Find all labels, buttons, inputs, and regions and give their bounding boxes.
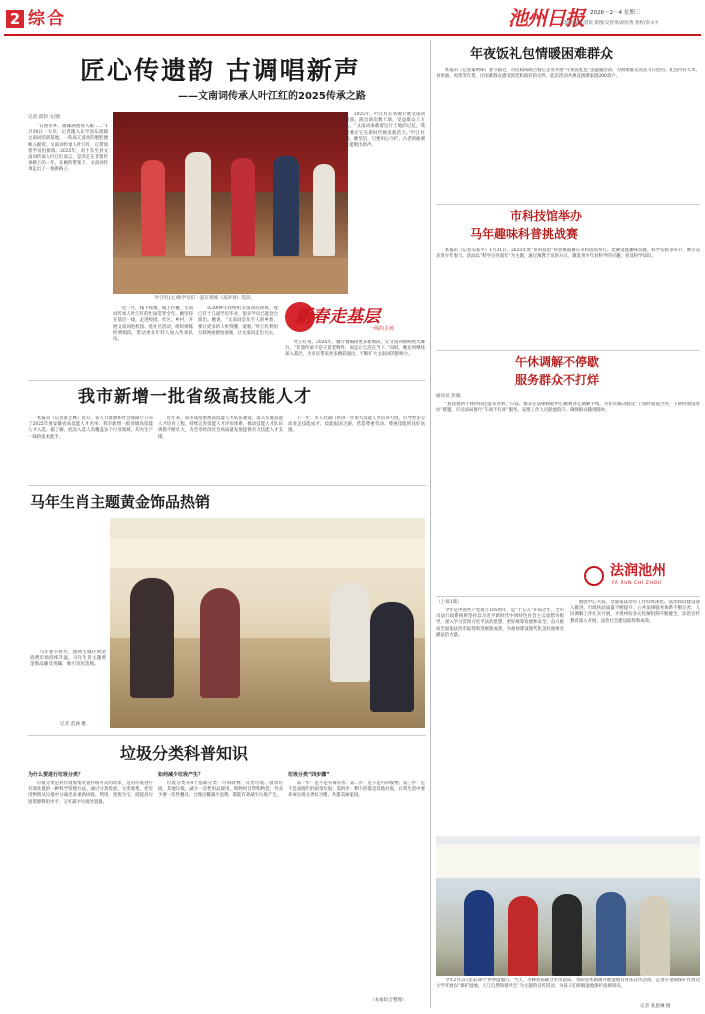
wetland-board	[436, 844, 700, 878]
feature-col2-text: 这一年，线下授课，线上传播，文南词传承人叶江红的忙碌贯穿全年。她坚持在基层一线，走进校园、社区、乡村，开展文南词进校园、进社区活动，组织排练经典唱段，带动更多年轻人加入传承队伍。	[113, 306, 193, 343]
salary-body-text: “真没想到午休时间还能来办事。”日前，群众在法律援助中心顺利办完调解手续。为切实解决群众“上班时间没空办，下班时间没处办”难题，市司法局推行“午间不打烊”服务，安排工作人员轮流值守，确保群众随到随办。	[436, 402, 700, 414]
wetland-photo	[436, 836, 700, 976]
feature-col1	[28, 124, 108, 354]
gold-rule-top	[28, 485, 426, 486]
new-year-badge	[285, 300, 425, 336]
science-headline-2: 马年趣味科普挑战赛	[470, 227, 579, 241]
col-divider-main	[430, 40, 431, 1008]
feature-col1-text: “日照水乡，画廊满池春入眼……”1月30日一大早，记者踏入东至县东流镇文南词培训基地，一阵高亢清亮的唱腔便映入眼帘。文南词传承人叶江红，正带领着学员们排练。2025年，对于东至县文南词传承人叶江红而言，是奔走在非遗传承路上的一年。在她的带领下，文南词传承走出了一条新路子。	[28, 124, 108, 173]
talent-col2	[158, 416, 283, 476]
talent-rule-top	[28, 380, 426, 381]
salary-body	[436, 402, 700, 562]
feature-col3	[198, 306, 278, 366]
feature-col2	[113, 306, 193, 366]
paper-logo: 池州日报	[508, 6, 584, 30]
badge-sub: 一线的主场	[369, 326, 395, 332]
garbage-note: （本报综合整理）	[370, 998, 407, 1003]
feature-col4-text: 2025年，叶江红在各地开展文南词展演，演出场次数十场，受益群众上万人。“文南词承载着这片土地的记忆，我们要让它在新时代焕发新活力。”叶江红说。她坚信，只要用心守护，古老的曲调定能唱出新声。	[345, 112, 425, 149]
law-col3-text: 今年2月2日是第30个世界湿地日。当天，市林业局联合市司法局、青阳县木镇镇开展湿地日普法宣传活动，走进升金湖保护区周边小学开展以“保护湿地，人与自然和谐共生”为主题的宣传活动，为孩子们讲解湿地保护法律知识。	[436, 978, 700, 990]
laundry-body	[436, 68, 700, 198]
student-3	[552, 894, 582, 976]
law-col3	[436, 978, 700, 1004]
badge-title: 新春走基层	[295, 307, 380, 327]
feature-col4	[345, 112, 425, 302]
garbage-q3: 垃圾分类“四步骤”	[288, 772, 330, 778]
garbage-q1: 为什么要进行垃圾分类？	[28, 772, 84, 778]
clerk	[330, 582, 370, 682]
stage-figure-1	[141, 160, 165, 256]
section-name: 综合	[28, 9, 66, 29]
feature-byline: 记者 邱勃 文/图	[28, 115, 61, 120]
stage-figure-2	[185, 152, 211, 256]
talent-col1	[28, 416, 153, 476]
gold-headline: 马年生肖主题黄金饰品热销	[30, 493, 211, 511]
garbage-a1	[28, 781, 153, 1001]
laundry-body-text: 本报讯（记者秦明珠）春节临近，市民政局联合爱心企业开展“年夜饭礼包”送温暖活动，为困难群众送去节日慰问。礼包内有大米、食用油、肉类等年货，让困难群众感受到党和政府的关怀。此次活动共惠及困难家庭200余户。	[436, 68, 700, 80]
feature-col3-text: 从2009年我组织文南词培训班，现已有十几届学员毕业，很多学员已能登台演出。她说，“文南词是东至人的乡愁，要让更多的人听得懂、爱唱。”叶江红利用互联网拍摄短视频，让文南词走出大山。	[198, 306, 278, 336]
law-col2	[570, 600, 700, 830]
talent-body1: 本报讯（记者张艺畅）近日，省人力资源和社会保障厅公布了2025年度安徽省高技能人才名单，我市新增一批省级高技能人才入选。据了解，此次入选人员覆盖多个行业领域，均为生产一线的技术能手。	[28, 416, 153, 440]
science-body	[436, 248, 700, 348]
stage-floor	[113, 258, 348, 294]
spring-body	[285, 340, 425, 376]
masthead-rule	[4, 34, 701, 36]
gold-caption	[30, 650, 106, 720]
student-4	[596, 892, 626, 976]
garbage-rule-top	[28, 735, 426, 736]
law-col1	[436, 608, 564, 830]
garbage-a2	[158, 781, 283, 1001]
salary-byline: 通讯员 彭晓	[436, 394, 461, 399]
law-rule-top	[436, 596, 700, 597]
law-logo-text: 法润池州	[610, 563, 666, 579]
laundry-headline: 年夜饭礼包情暖困难群众	[470, 47, 614, 62]
student-5	[640, 896, 670, 976]
stage-figure-4	[273, 156, 299, 256]
law-logo-pinyin: FA RUN CHI ZHOU	[612, 581, 662, 586]
law-intro: （上接1版）	[436, 600, 462, 605]
salary-headline-2: 服务群众不打烊	[515, 373, 600, 387]
editor-line: 本版责编/伍晨晨 制图/吴智勇/胡佰秀 督校/余永平	[560, 21, 659, 26]
law-col2-text: 围绕中心大局，全面依法治市工作持续深化。法治政府建设深入推进，行政执法质量不断提升，公共法律服务体系不断完善，人民调解工作扎实开展，矛盾纠纷多元化解机制不断健全，法治宣传教育深入开展，法治社会建设取得新成效。	[570, 600, 700, 624]
store-shelf	[110, 538, 425, 568]
spring-body-text: 叶江红说，2026年，她计划编排更多新唱段，让文南词唱响更大舞台。“非遗传承不是守着老物件，而是让它活在当下。”同时，她还将继续深入基层，为市民带来更多精彩演出，不断扩大文南词的影响力。	[285, 340, 425, 358]
talent-headline: 我市新增一批省级高技能人才	[78, 387, 312, 407]
page-number-box	[6, 10, 24, 28]
talent-body3: 下一步，市人社部门将进一步加大技能人才培养力度，引导更多劳动者走技能成才、技能报国之路，营造尊重劳动、尊重技能的良好氛围。	[288, 416, 425, 434]
page-number: 2	[9, 10, 21, 28]
student-2	[508, 896, 538, 976]
garbage-a3-text: 第一步：是不是有毒有害；第二步：是不是可回收物；第三步：是不是易腐烂的厨余垃圾；第四步：剩下的都是其他垃圾。日常生活中要养成垃圾分类好习惯，共建美丽家园。	[288, 781, 425, 799]
talent-body2: 近年来，我市高度重视高技能人才队伍建设，深入实施技能人才培育工程，持续完善技能人才评价体系，推动技能人才队伍规模不断壮大，为全市经济社会高质量发展提供有力技能人才支撑。	[158, 416, 283, 440]
stage-photo-caption: 叶江红(左)和学员们一起在排练《戏补春》选段。	[155, 296, 256, 301]
science-rule-top	[436, 204, 700, 205]
student-1	[464, 890, 494, 976]
feature-subhead: ——文南词传承人叶江红的2025传承之路	[178, 91, 366, 102]
shopper-1	[130, 578, 174, 698]
feature-headline: 匠心传遗韵 古调唱新声	[80, 56, 361, 85]
garbage-a1-text: 垃圾分类是对垃圾收集处置传统方式的改革，是对垃圾进行有效处置的一种科学管理方法。通过分类投放、分类收集，把有用物资从垃圾中分离出来重新回收、利用，变废为宝，既提高垃圾资源利用水平，又可减少垃圾处置量。	[28, 781, 153, 805]
garbage-q2: 如何减少垃圾产生？	[158, 772, 204, 778]
jewelry-store-photo	[110, 518, 425, 728]
law-col1-text: 今年是中国共产党成立105周年，是“十五五”开局之年，全市司法行政系统将坚持以习近平新时代中国特色社会主义思想为指导，深入学习贯彻习近平法治思想，更好统筹发展和安全，奋力推动全面依法治市取得新进展新成效，为加快建设现代化美好池州贡献法治力量。	[436, 608, 564, 638]
garbage-a3	[288, 781, 425, 986]
law-logo-emblem	[584, 566, 604, 586]
shopper-3	[370, 602, 414, 712]
masthead	[0, 0, 705, 40]
science-body-text: 本报讯（记者吴家平）1月31日，2025年度“市科技馆”科普挑战赛在市科技馆举行。比赛设置趣味答题、科学实验等环节，吸引众多青少年参与。活动以“科学点亮童年”为主题，通过寓教于乐的方式，激发青少年对科学的兴趣，普及科学知识。	[436, 248, 700, 260]
salary-rule-top	[436, 350, 700, 351]
science-headline-1: 市科技馆举办	[510, 209, 583, 223]
gold-caption-text: 马年春节将至，池州主城区黄金消费市场持续升温。马年生肖主题黄金饰品颇受青睐，吸引市民选购。	[30, 650, 106, 668]
garbage-a2-text: 垃圾分类有4个基础分类：可回收物、有害垃圾、厨余垃圾、其他垃圾。减少一次性用品使用，购物时自带购物袋，外卖少要一次性餐具，合理点餐减少浪费，都能有效减少垃圾产生。	[158, 781, 283, 799]
gold-credit: 记者 范涵 摄	[60, 722, 86, 727]
law-credit: 记者 张思琳 摄	[640, 1004, 671, 1009]
date-line: 2026－2－4 星期三	[590, 10, 641, 16]
stage-photo	[113, 112, 348, 294]
talent-col3	[288, 416, 425, 476]
shopper-2	[200, 588, 240, 698]
stage-figure-5	[313, 164, 335, 256]
stage-figure-3	[231, 158, 255, 256]
garbage-headline: 垃圾分类科普知识	[120, 744, 249, 763]
salary-headline-1: 午休调解不停歇	[515, 355, 600, 369]
law-logo	[580, 560, 700, 592]
